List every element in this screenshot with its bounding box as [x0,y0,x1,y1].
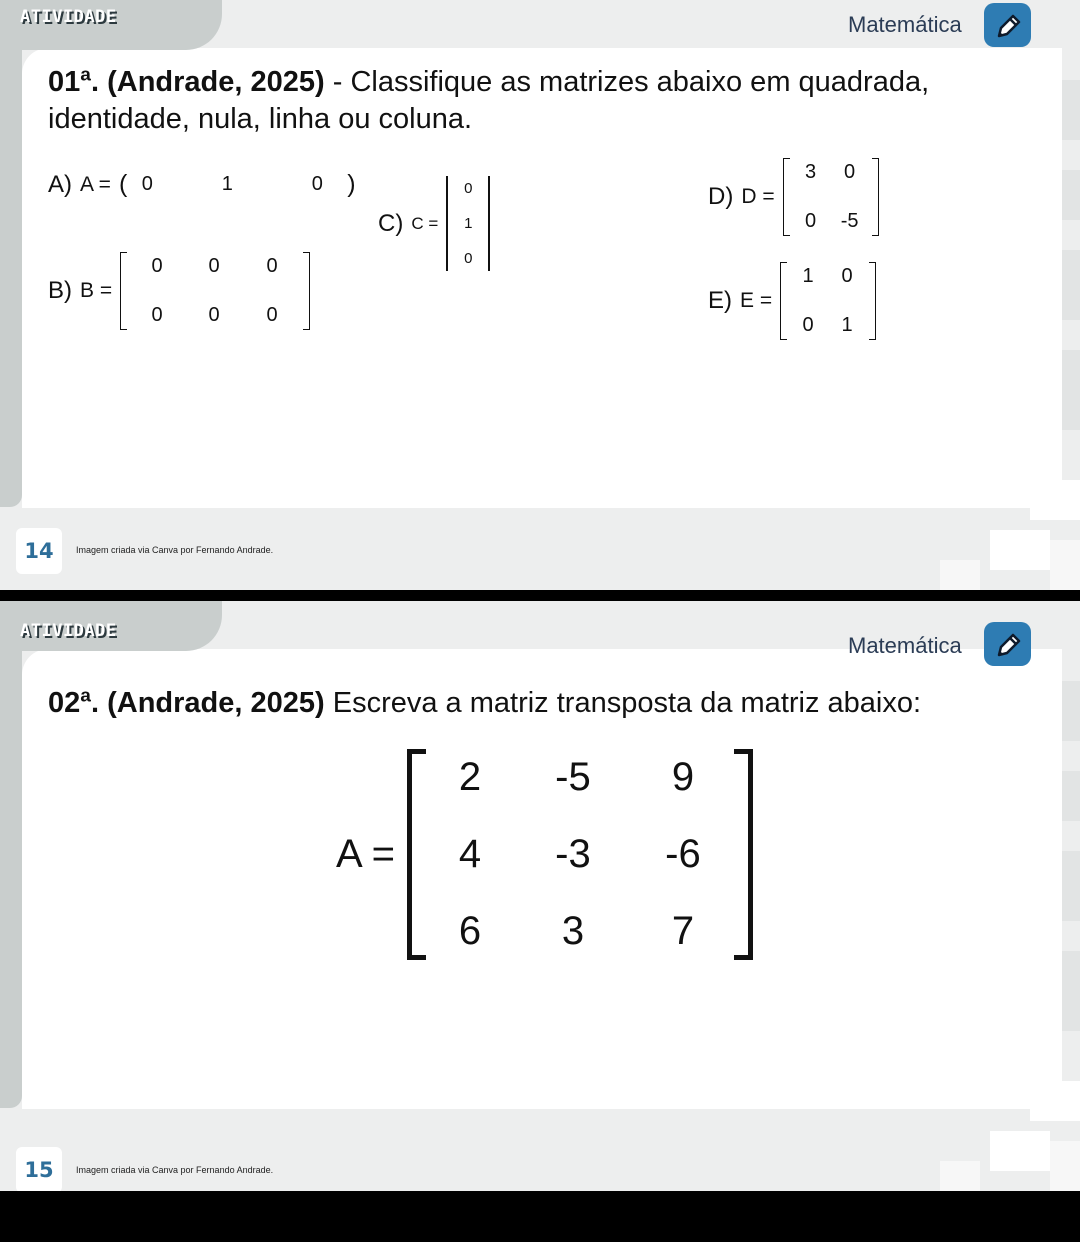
question-text: Escreva a matriz transposta da matriz abaixo: [324,687,922,719]
activity-badge: ATIVIDADE [20,621,117,641]
matrix-cell: 6 [458,909,482,953]
matrix-name: D = [741,185,775,208]
activity-badge: ATIVIDADE [20,7,117,27]
item-c [378,176,490,271]
matrix-a [127,173,347,196]
question-text: - Classifique as matrizes abaixo em quadrada, identidade, nula, linha ou coluna. [48,66,930,135]
matrix-cell: 0 [311,173,323,195]
matrix-cell: 4 [458,832,482,876]
matrix-name: A = [80,172,111,196]
matrix-cell: 0 [844,161,856,183]
matrix-cell: 1 [802,265,814,287]
pencil-icon [984,3,1031,47]
matrix-cell: -6 [665,832,701,876]
item-label: C) [378,209,404,237]
image-credit: Imagem criada via Canva por Fernando Andrade. [76,545,274,555]
matrix-cell: 0 [151,304,163,326]
pencil-icon [984,622,1031,666]
matrix-cell: 2 [458,755,482,799]
matrix-cell: -5 [840,210,859,232]
matrix-cell: 0 [151,255,163,277]
matrix-name: E = [740,289,773,312]
worksheet-page-15 [0,601,1080,1191]
matrix-d [783,158,879,236]
matrix-name: C = [411,213,439,233]
matrix-cell: 9 [671,755,695,799]
matrix-b [120,252,310,330]
item-label: A) [48,170,72,198]
matrix-c [446,176,490,271]
matrix-cell: -5 [555,755,591,799]
matrix-cell: -3 [555,832,591,876]
side-band [0,0,22,507]
matrix-cell: 0 [841,265,853,287]
worksheet-page-14 [0,0,1080,590]
pixel-pattern-decoration [880,661,1080,1191]
matrix-cell: 0 [805,210,817,232]
matrix-cell: 3 [561,909,585,953]
item-b [48,252,310,330]
item-a [48,170,356,199]
matrix-a [407,749,753,960]
item-label: B) [48,277,72,304]
subject-label: Matemática [848,12,962,37]
matrix-cell: 0 [208,304,220,326]
matrix-cell: 1 [464,215,473,232]
matrix-cell: 7 [671,909,695,953]
matrix-cell: 0 [266,304,278,326]
matrix-cell: 0 [141,173,153,195]
matrix-name: B = [80,279,113,302]
subject-label: Matemática [848,633,962,658]
matrix-cell: 0 [802,314,814,336]
page-number: 15 [16,1147,62,1191]
matrix-name: A = [336,832,395,876]
matrix-e [780,262,876,340]
item-label: D) [708,183,734,210]
item-label: E) [708,287,732,314]
pixel-pattern-decoration [880,60,1080,590]
matrix-cell: 1 [841,314,853,336]
transpose-matrix [336,749,753,960]
item-d [708,158,879,236]
matrix-cell: 0 [208,255,220,277]
image-credit: Imagem criada via Canva por Fernando Andrade. [76,1165,274,1175]
page-number: 14 [16,528,62,574]
question-number: 02ª. (Andrade, 2025) [48,687,325,719]
question-number: 01ª. (Andrade, 2025) [48,66,325,98]
matrix-cell: 0 [266,255,278,277]
matrix-cell: 0 [464,180,473,197]
item-e [708,262,876,340]
paren-right: ) [347,170,356,198]
matrix-cell: 3 [805,161,817,183]
side-band [0,601,22,1108]
matrix-cell: 1 [221,173,233,195]
paren-left: ( [118,170,128,198]
matrix-cell: 0 [464,250,473,267]
